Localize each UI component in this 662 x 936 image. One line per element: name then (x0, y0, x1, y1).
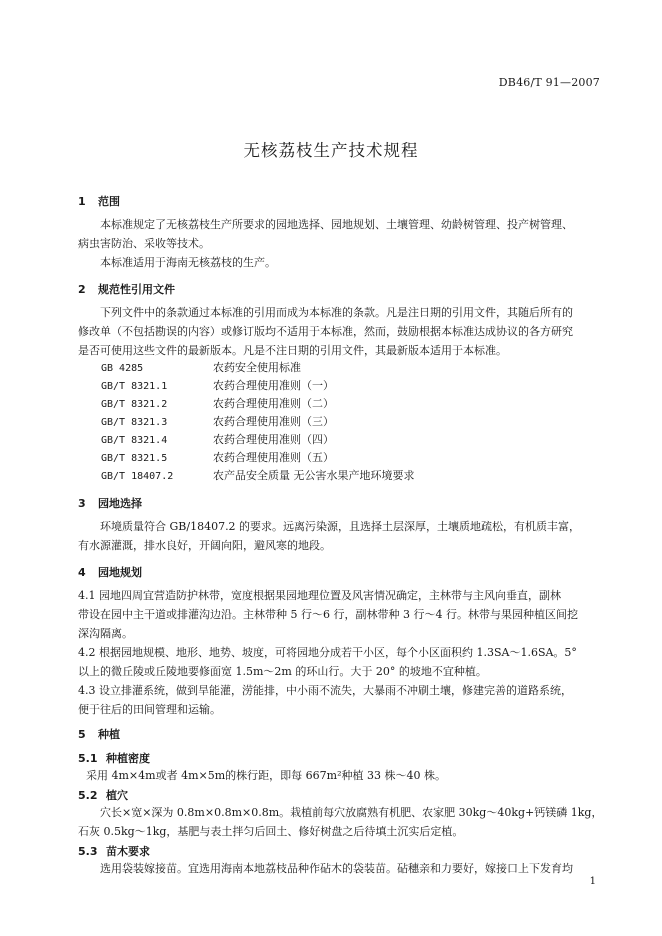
paragraph-line: 下列文件中的条款通过本标准的引用而成为本标准的条款。凡是注日期的引用文件，其随后所有的 (100, 306, 573, 319)
section-heading-5: 5 种植 (78, 728, 120, 741)
subsection-heading-5-1: 5.1 种植密度 (78, 752, 150, 765)
document-title: 无核荔枝生产技术规程 (243, 141, 419, 160)
reference-item: GB/T 8321.3 农药合理使用准则（三） (101, 415, 334, 428)
reference-item: GB 4285 农药安全使用标准 (101, 361, 301, 374)
paragraph-line: 采用 4m×4m或者 4m×5m的株行距，即每 667m²种植 33 株～40 株。 (86, 769, 446, 782)
reference-item: GB/T 18407.2 农产品安全质量 无公害水果产地环境要求 (101, 469, 415, 482)
subsection-heading-5-2: 5.2 植穴 (78, 789, 128, 802)
section-heading-4: 4 园地规划 (78, 566, 142, 579)
paragraph-line: 选用袋装嫁接苗。宜选用海南本地荔枝品种作砧木的袋装苗。砧穗亲和力要好，嫁接口上下发育均 (100, 862, 573, 875)
paragraph-line: 石灰 0.5kg～1kg，基肥与表土拌匀后回土、修好树盘之后待填土沉实后定植。 (78, 825, 464, 838)
paragraph-line: 本标准适用于海南无核荔枝的生产。 (100, 256, 276, 269)
paragraph-line: 4.2 根据园地规模、地形、地势、坡度，可将园地分成若干小区，每个小区面积约 1.3SA～1.6SA。5° (78, 646, 577, 659)
paragraph-line: 有水源灌溉，排水良好，开阔向阳，避风寒的地段。 (78, 539, 331, 552)
section-heading-3: 3 园地选择 (78, 497, 142, 510)
paragraph-line: 病虫害防治、采收等技术。 (78, 237, 210, 250)
section-heading-1: 1 范围 (78, 195, 120, 208)
paragraph-line: 带设在园中主干道或排灌沟边沿。主林带种 5 行～6 行，副林带种 3 行～4 行。林带与果园种植区间挖 (78, 608, 578, 621)
paragraph-line: 深沟隔离。 (78, 627, 133, 640)
subsection-heading-5-3: 5.3 苗木要求 (78, 845, 150, 858)
paragraph-line: 以上的微丘陵或丘陵地要修面宽 1.5m～2m 的环山行。大于 20° 的坡地不宜种植。 (78, 665, 487, 678)
paragraph-line: 环境质量符合 GB/18407.2 的要求。远离污染源，且选择土层深厚，土壤质地疏松，有机质丰富， (100, 520, 581, 533)
section-heading-2: 2 规范性引用文件 (78, 283, 175, 296)
paragraph-line: 穴长×宽×深为 0.8m×0.8m×0.8m。栽植前每穴放腐熟有机肥、农家肥 30kg～40kg+钙镁磷 1kg， (100, 806, 603, 819)
reference-item: GB/T 8321.5 农药合理使用准则（五） (101, 451, 334, 464)
paragraph-line: 本标准规定了无核荔枝生产所要求的园地选择、园地规划、土壤管理、幼龄树管理、投产树管理、 (100, 218, 573, 231)
page-number: 1 (589, 876, 596, 887)
paragraph-line: 是否可使用这些文件的最新版本。凡是不注日期的引用文件，其最新版本适用于本标准。 (78, 344, 507, 357)
reference-item: GB/T 8321.2 农药合理使用准则（二） (101, 397, 334, 410)
reference-item: GB/T 8321.4 农药合理使用准则（四） (101, 433, 334, 446)
paragraph-line: 4.3 设立排灌系统，做到旱能灌，涝能排，中小雨不流失，大暴雨不冲刷土壤，修建完善的道路系统， (78, 684, 572, 697)
paragraph-line: 修改单（不包括勘误的内容）或修订版均不适用于本标准，然而，鼓励根据本标准达成协议的各方研究 (78, 325, 573, 338)
paragraph-line: 4.1 园地四周宜营造防护林带，宽度根据果园地理位置及风害情况确定，主林带与主风向垂直，副林 (78, 589, 561, 602)
reference-item: GB/T 8321.1 农药合理使用准则（一） (101, 379, 334, 392)
paragraph-line: 便于往后的田间管理和运输。 (78, 703, 221, 716)
document-code: DB46/T 91—2007 (498, 76, 600, 89)
